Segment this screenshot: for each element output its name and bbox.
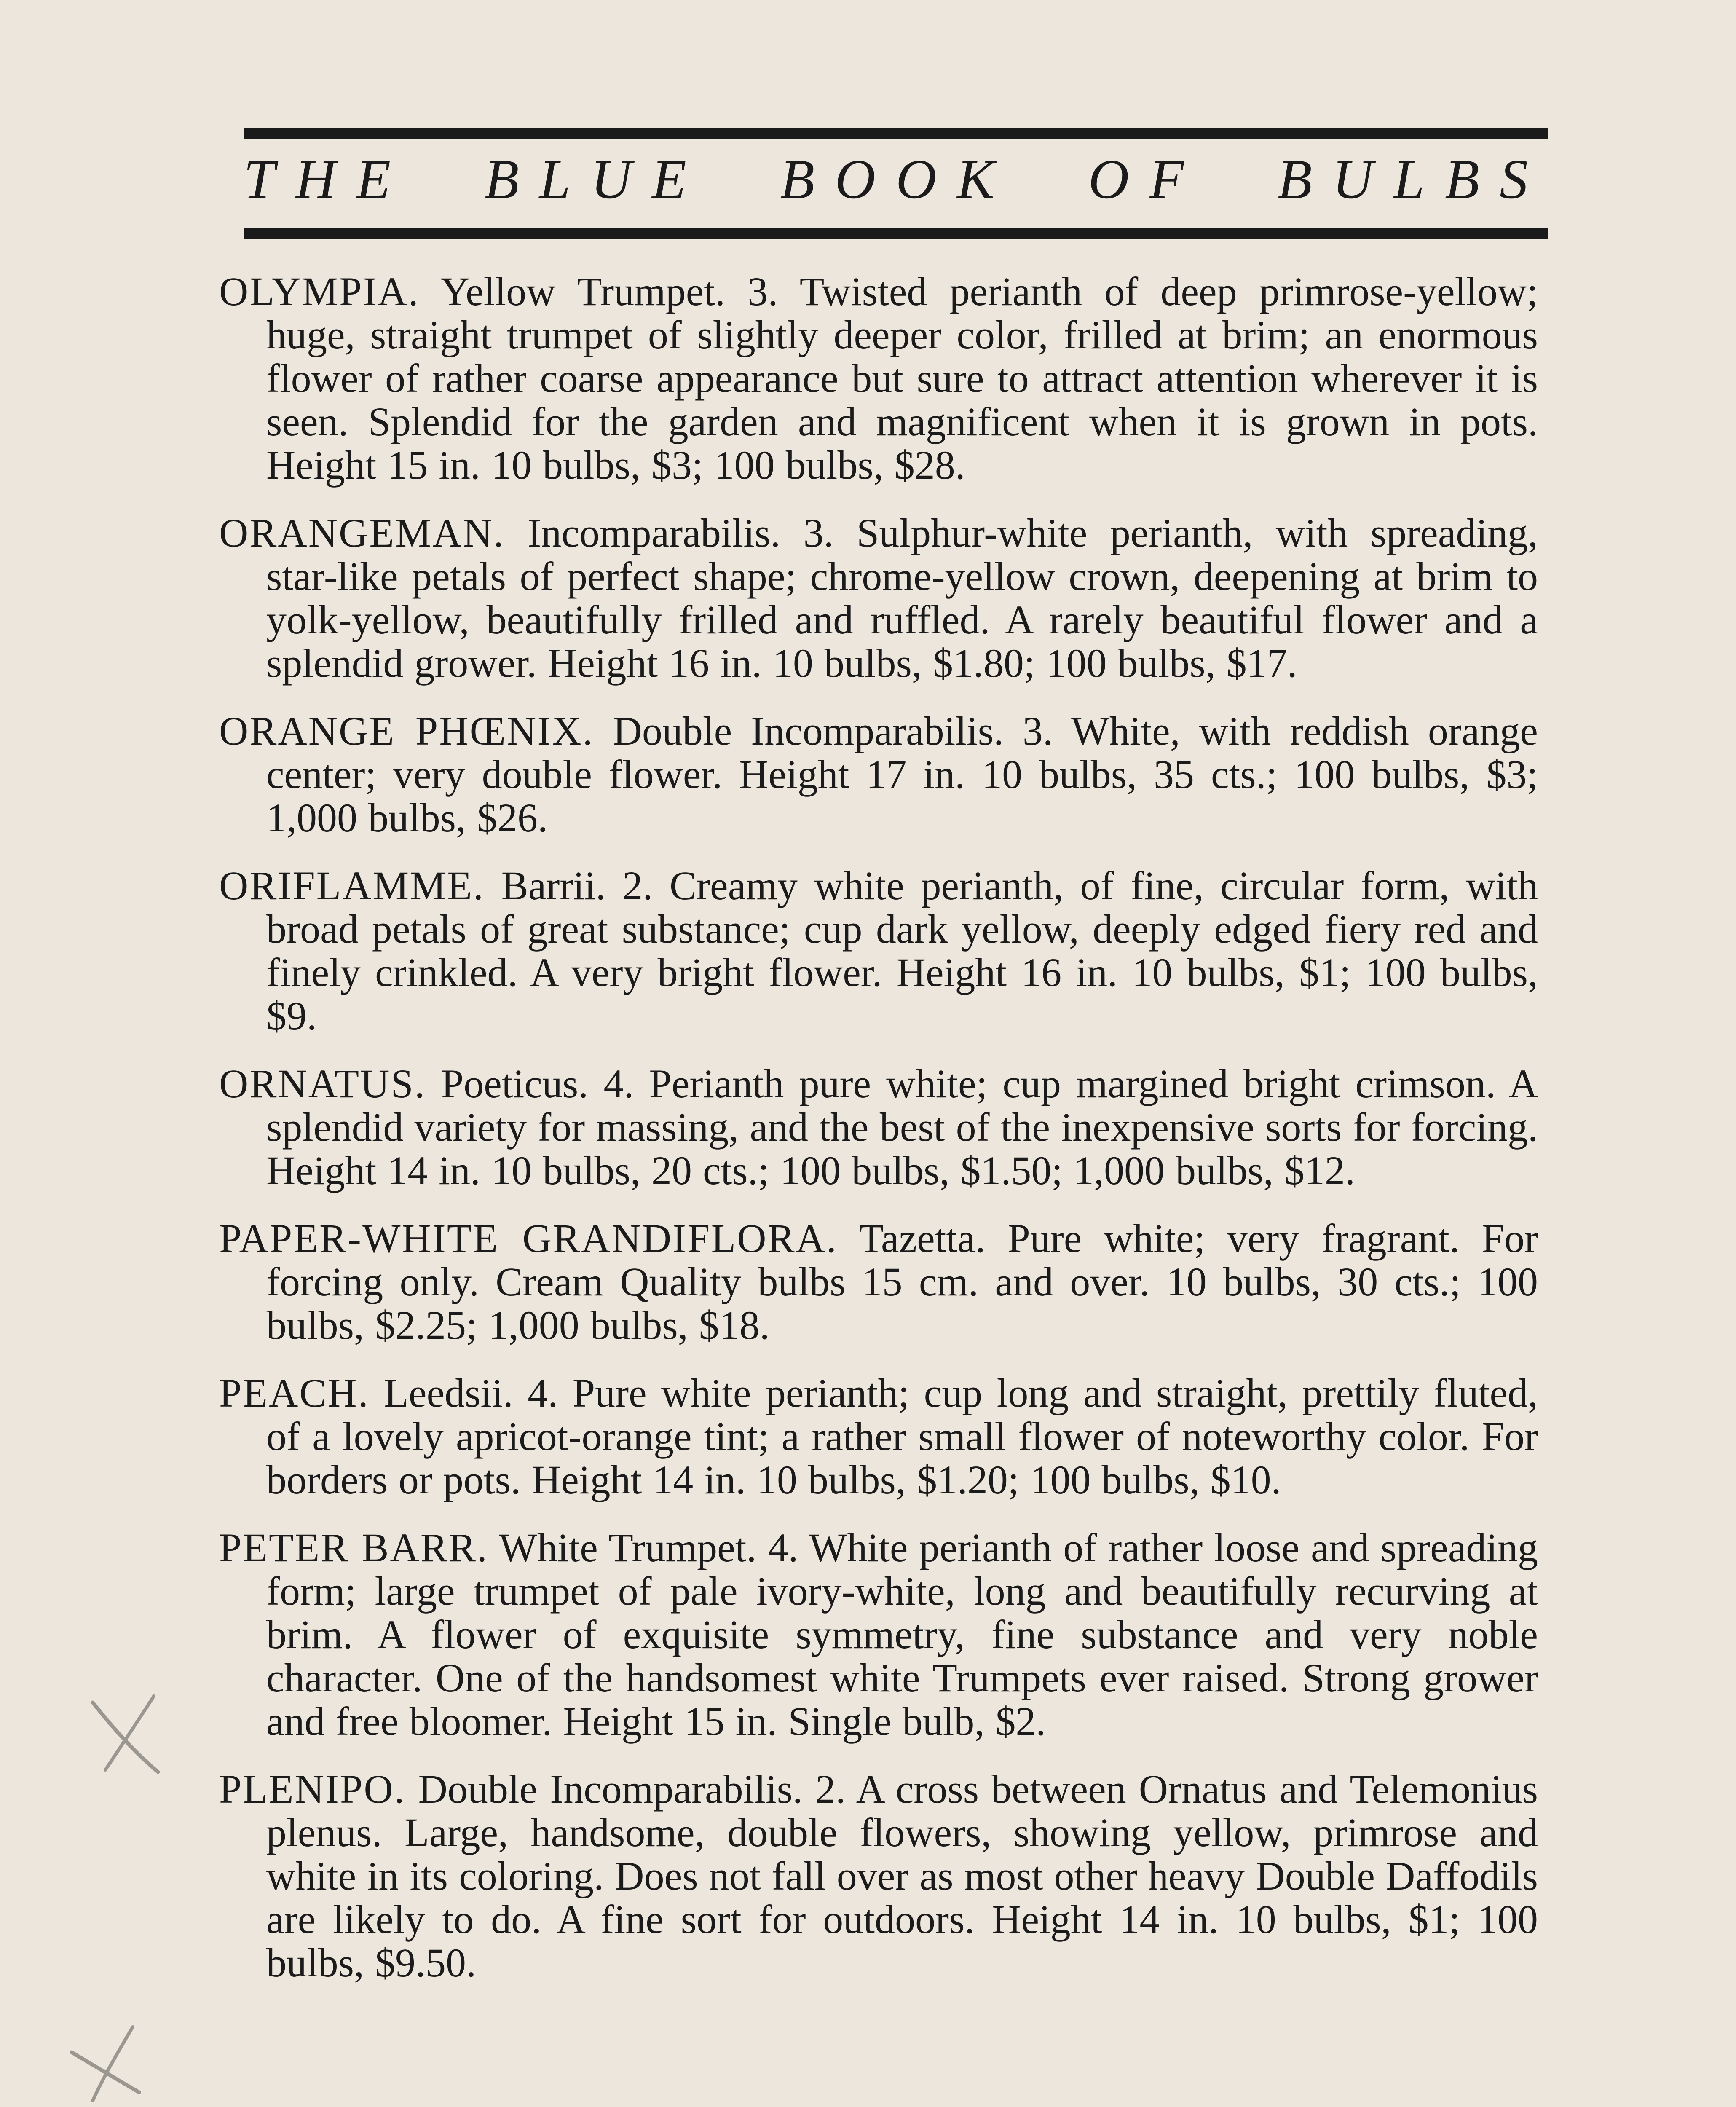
entry-name: PAPER-WHITE GRANDIFLORA. bbox=[219, 1216, 838, 1261]
entry-description: Incomparabilis. 3. Sulphur-white perianth, with spreading, star-like petals of perfect shape; chrome-yellow crown, deepening at brim to yolk-yellow, beautifully frilled and ruffled. A rarely beautiful flower and a splendid grower. Height 16 in. 10 bulbs, $1.80; 100 bulbs, $17. bbox=[266, 510, 1538, 686]
entry-name: ORNATUS. bbox=[219, 1061, 426, 1106]
entry-name: ORANGEMAN. bbox=[219, 510, 505, 555]
entry-description: Tazetta. Pure white; very fragrant. For forcing only. Cream Quality bulbs 15 cm. and over. 10 bulbs, 30 cts.; 100 bulbs, $2.25; 1,000 bulbs, $18. bbox=[266, 1216, 1538, 1348]
entry-name: ORIFLAMME. bbox=[219, 863, 485, 908]
pencil-x-mark bbox=[55, 2014, 147, 2107]
catalog-entry-plenipo bbox=[219, 1767, 1538, 1984]
catalog-entry-orange-phoenix bbox=[219, 709, 1538, 839]
catalog-entry-paper-white-grandiflora bbox=[219, 1217, 1538, 1347]
entry-name: PEACH. bbox=[219, 1370, 370, 1415]
running-head-word: BOOK bbox=[780, 148, 1015, 210]
entry-description: Poeticus. 4. Perianth pure white; cup margined bright crimson. A splendid variety for massing, and the best of the inexpensive sorts for forcing. Height 14 in. 10 bulbs, 20 cts.; 100 bulbs, $1.50; 1,000 bulbs, $12. bbox=[266, 1061, 1538, 1193]
running-head-word: BLUE bbox=[484, 148, 707, 210]
entry-description: White Trumpet. 4. White perianth of rather loose and spreading form; large trumpet of pale ivory-white, long and beautifully recurving at brim. A flower of exquisite symmetry, fine substance and very noble character. One of the handsomest white Trumpets ever raised. Strong grower and free bloomer. Height 15 in. Single bulb, $2. bbox=[266, 1525, 1538, 1744]
running-head-word: OF bbox=[1088, 148, 1204, 210]
entry-description: Double Incomparabilis. 2. A cross between Ornatus and Telemonius plenus. Large, handsome, double flowers, showing yellow, primrose and white in its coloring. Does not fall over as most other heavy Double Daffodils are likely to do. A fine sort for outdoors. Height 14 in. 10 bulbs, $1; 100 bulbs, $9.50. bbox=[266, 1767, 1538, 1985]
catalog-entry-ornatus bbox=[219, 1062, 1538, 1192]
catalog-entry-peter-barr bbox=[219, 1526, 1538, 1743]
entry-description: Yellow Trumpet. 3. Twisted perianth of deep primrose-yellow; huge, straight trumpet of slightly deeper color, frilled at brim; an enormous flower of rather coarse appearance but sure to attract attention wherever it is seen. Splendid for the garden and magnificent when it is grown in pots. Height 15 in. 10 bulbs, $3; 100 bulbs, $28. bbox=[266, 269, 1538, 488]
entry-name: PLENIPO. bbox=[219, 1767, 406, 1812]
entry-description: Leedsii. 4. Pure white perianth; cup long and straight, prettily fluted, of a lovely apricot-orange tint; a rather small flower of noteworthy color. For borders or pots. Height 14 in. 10 bulbs, $1.20; 100 bulbs, $10. bbox=[266, 1370, 1538, 1502]
entry-description: Double Incomparabilis. 3. White, with reddish orange center; very double flower. Height 17 in. 10 bulbs, 35 cts.; 100 bulbs, $3; 1,000 bulbs, $26. bbox=[266, 708, 1538, 840]
catalog-entry-olympia bbox=[219, 270, 1538, 487]
running-head-word: THE bbox=[244, 148, 411, 210]
running-head bbox=[244, 147, 1548, 211]
entry-name: OLYMPIA. bbox=[219, 269, 420, 314]
catalog-entries bbox=[219, 270, 1538, 2009]
running-head-word: BULBS bbox=[1278, 148, 1548, 210]
catalog-entry-oriflamme bbox=[219, 864, 1538, 1037]
entry-description: Barrii. 2. Creamy white perianth, of fine, circular form, with broad petals of great substance; cup dark yellow, deeply edged fiery red and finely crinkled. A very bright flower. Height 16 in. 10 bulbs, $1; 100 bulbs, $9. bbox=[266, 863, 1538, 1038]
entry-name: ORANGE PHŒNIX. bbox=[219, 708, 594, 753]
catalog-entry-peach bbox=[219, 1371, 1538, 1501]
pencil-x-mark bbox=[80, 1686, 173, 1778]
catalog-entry-orangeman bbox=[219, 511, 1538, 685]
header-rule-top bbox=[244, 128, 1548, 139]
header-rule-bottom bbox=[244, 228, 1548, 239]
entry-name: PETER BARR. bbox=[219, 1525, 488, 1570]
